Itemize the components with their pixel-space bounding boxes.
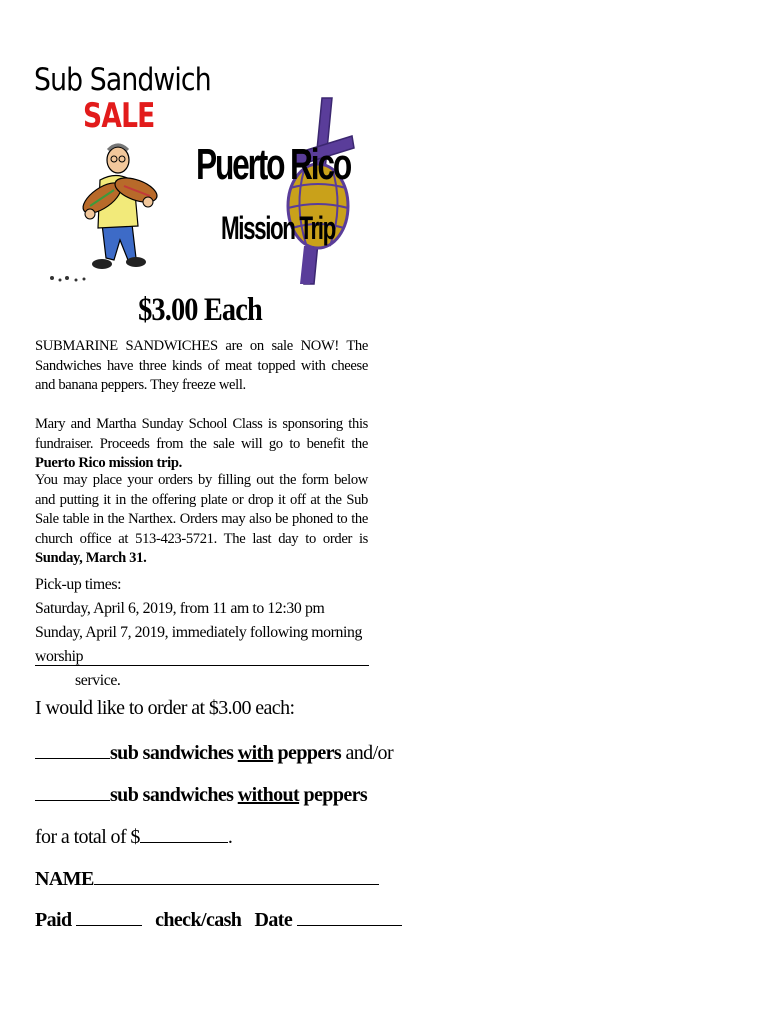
pickup-times [35, 573, 375, 693]
check-cash-label: check/cash [155, 909, 242, 931]
cross-globe-icon [284, 96, 364, 286]
with-quantity-blank[interactable] [35, 740, 110, 759]
paid-blank[interactable] [76, 907, 142, 926]
pickup-line-sunday: Sunday, April 7, 2019, immediately following morning worship [35, 624, 362, 665]
sale-title: Sub Sandwich [34, 62, 211, 98]
sponsor-text: Mary and Martha Sunday School Class is sponsoring this fundraiser. Proceeds from the sale will go to benefit the [35, 416, 368, 452]
date-blank[interactable] [297, 907, 402, 926]
ordering-deadline: Sunday, March 31. [35, 550, 147, 566]
pickup-line-saturday: Saturday, April 6, 2019, from 11 am to 12:30 pm [35, 600, 325, 617]
without-word: without [237, 784, 300, 806]
trip-subtitle: Mission Trip [221, 210, 335, 246]
total-prefix: for a total of $ [35, 826, 140, 848]
without-quantity-blank[interactable] [35, 782, 110, 801]
order-without-peppers [35, 782, 367, 807]
order-payment [35, 907, 402, 932]
ordering-paragraph [35, 471, 368, 569]
with-tail: and/or [341, 742, 394, 764]
sponsor-bold: Puerto Rico mission trip. [35, 455, 182, 471]
sale-word: SALE [83, 96, 155, 136]
trip-title: Puerto Rico [196, 140, 351, 189]
paid-label: Paid [35, 909, 72, 931]
with-prefix: sub sandwiches [110, 742, 238, 764]
with-suffix: peppers [273, 742, 342, 764]
section-divider [35, 665, 369, 666]
intro-paragraph: SUBMARINE SANDWICHES are on sale NOW! The Sandwiches have three kinds of meat topped with cheese and banana peppers. They freeze well. [35, 338, 368, 393]
order-total [35, 824, 232, 849]
sandwich-man-illustration [40, 140, 180, 290]
with-word: with [237, 742, 274, 764]
pickup-line-service: service. [75, 672, 121, 689]
order-intro: I would like to order at $3.00 each: [35, 697, 295, 719]
name-blank[interactable] [94, 866, 379, 885]
total-amount-blank[interactable] [140, 824, 228, 843]
order-with-peppers [35, 740, 393, 765]
without-prefix: sub sandwiches [110, 784, 238, 806]
pickup-heading: Pick-up times: [35, 576, 122, 593]
price-heading: $3.00 Each [138, 292, 262, 328]
date-label: Date [254, 909, 293, 931]
sponsor-paragraph [35, 415, 368, 474]
total-suffix: . [227, 826, 233, 848]
without-suffix: peppers [299, 784, 368, 806]
order-name [35, 866, 379, 891]
ordering-text: You may place your orders by filling out the form below and putting it in the offering plate or drop it off at the Sub Sale table in the Narthex. Orders may also be phoned to the church office at 513-423-5721. The last day to order is [35, 472, 368, 547]
name-label: NAME [35, 868, 94, 890]
